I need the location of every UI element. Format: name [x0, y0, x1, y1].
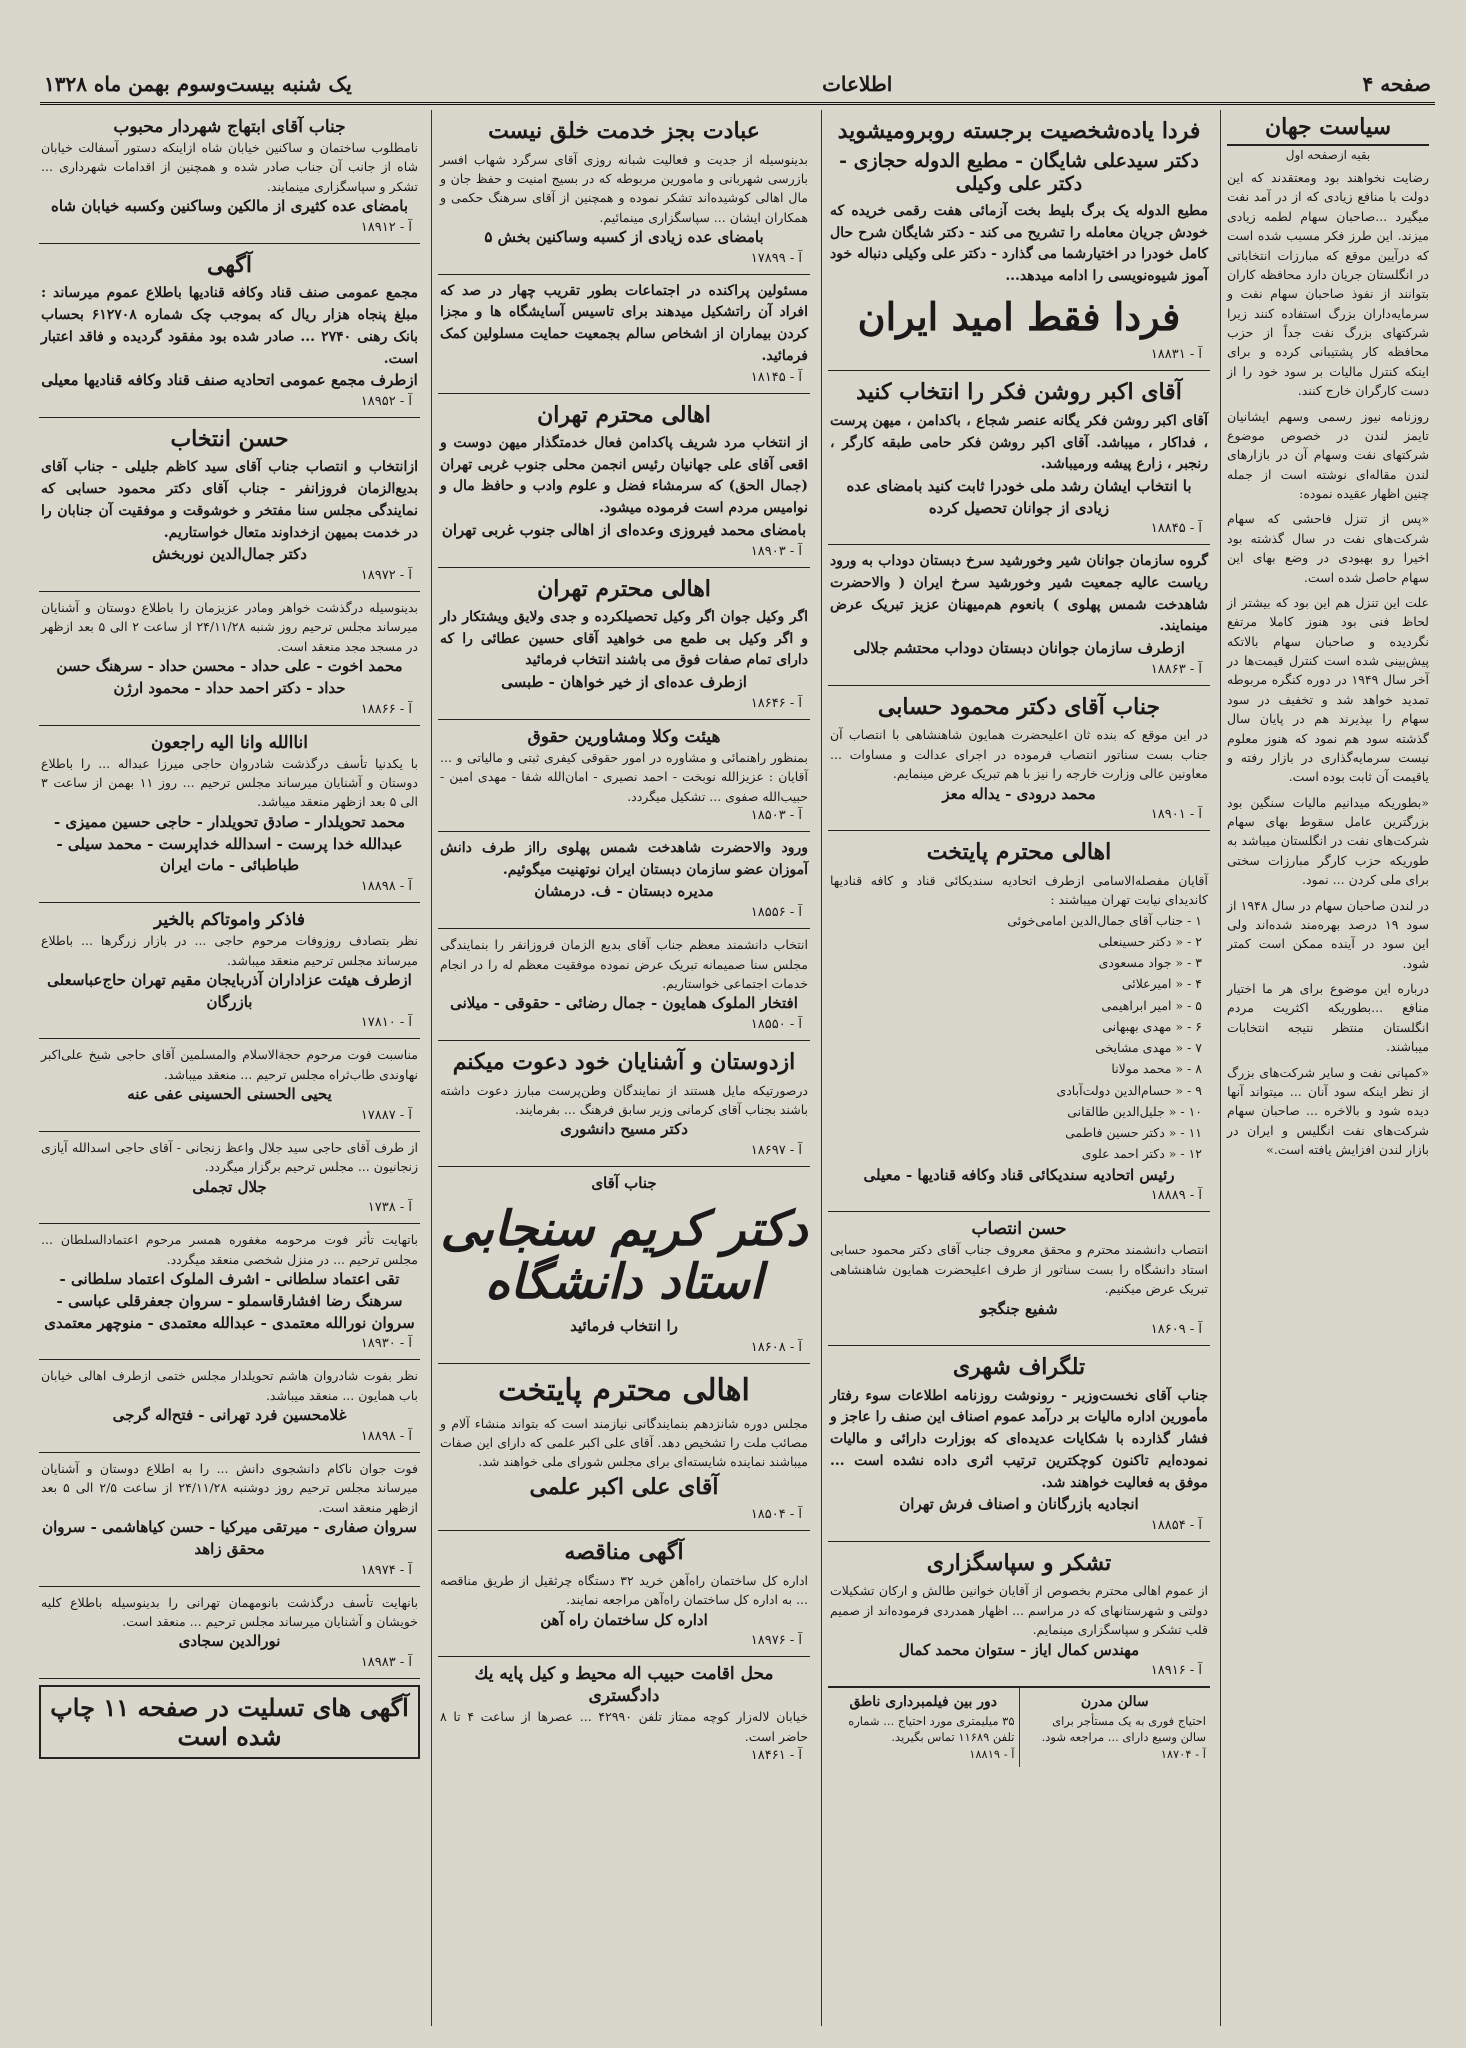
ad-slogan: فردا فقط امید ایران — [857, 293, 1181, 339]
ad-body: نظر بتصادف روزوفات مرحوم حاجی ... در بازار زرگرها ... باطلاع میرساند مجلس ترحیم منعقد میباشد. — [41, 933, 418, 968]
candidate-item: ۲ - « دکتر حسینعلی — [1098, 933, 1202, 949]
ad-headline: تلگراف شهری — [952, 1354, 1086, 1381]
masthead — [40, 62, 1435, 105]
ad-headline: آگهی — [206, 251, 253, 278]
small-ad-title: دور بین فیلمبرداری ناطق — [849, 1694, 998, 1711]
ad-names: دکتر سیدعلی شایگان - مطیع الدوله حجازی - دکتر علی وکیلی — [839, 149, 1199, 196]
ad-lawyers — [438, 720, 810, 832]
ad-body: اداره کل ساختمان راه‌آهن خرید ۳۲ دستگاه چرثقیل از طریق مناقصه ... به اداره کل ساختمان راه‌آهن مراجعه نمایند. — [440, 1572, 809, 1608]
ad-body: انتخاب دانشمند معظم جناب آقای بدیع الزمان فروزانفر را بنمایندگی مجلس سنا صمیمانه تبریک عرض نموده موفقیت معظم له را در انجام خدمات اجتماعی خواستاریم. — [440, 937, 808, 991]
ad-headline: اهالی محترم پایتخت — [926, 839, 1112, 866]
ad-code: آ - ۱۷۸۹۹ — [750, 250, 802, 266]
ad-code: آ - ۱۸۸۴۵ — [1150, 521, 1202, 537]
ad-forouzanfar — [438, 929, 810, 1041]
ad-candidates — [828, 831, 1210, 1212]
ad-sanjabi — [438, 1167, 810, 1364]
ad-service — [438, 110, 810, 275]
ad-code: آ - ۱۸۸۹۸ — [360, 879, 412, 895]
ad-body: جناب آقای نخست‌وزیر - رونوشت روزنامه اطلاعات سوء رفتار مأمورین اداره مالیات بر درآمد عموم اصناف این صنف را عاجز و فشار گذارده با شکایات عدیده‌ای که بوزارت دارائی و مالیات نموده‌ایم تاکنون کوچکترین ترتیب اثری داده نشده است ... موفق به فعالیت خواهند شد. — [830, 1387, 1208, 1491]
candidate-item: ۱۲ - « دکتر احمد علوی — [1081, 1146, 1202, 1162]
candidate-item: ۳ - « جواد مسعودی — [1098, 955, 1202, 971]
ad-notice — [39, 244, 420, 418]
ad-code: آ - ۱۸۵۵۰ — [750, 1017, 802, 1033]
ad-body: مناسبت فوت مرحوم حجةالاسلام والمسلمین آقای حاجی شیخ علی‌اکبر نهاوندی طاب‌ثراه مجلس ترحیم ... منعقد میباشد. — [41, 1047, 418, 1082]
article-paragraph: «بطوریکه میدانیم مالیات سنگین بود بزرگترین عامل سقوط بهای سهام شرکت‌های نفت در انگلستان میباشد به طوریکه حزب کارگر مبارزات سختی برای ملی کردن ... نمود. — [1227, 794, 1429, 888]
ad-headline: حسن انتخاب — [170, 425, 289, 452]
ad-headline: اهالی محترم پایتخت — [498, 1373, 750, 1409]
small-ad-code: آ - ۱۸۸۱۹ — [969, 1746, 1015, 1761]
article-paragraph: درباره این موضوع برای هر ما اختیار منافع ...بطوریکه اکثریت مردم انگلستان منتظر نتیجه انتخابات میباشند. — [1227, 981, 1429, 1055]
ad-body: بدینوسیله از جدیت و فعالیت شبانه روزی آقای سرگرد شهاب افسر بازرسی شهربانی و مامورین مربوطه که در بسیج امنیت و حفظ جان و مال اهالی کوشیده‌اند تشکر نموده و همچنین از آقای سرهنگ حکمی و همکاران ایشان ... سپاسگزاری مینمائیم. — [440, 151, 808, 225]
ad-signature: افتخار الملوک همایون - جمال رضائی - حقوقی - میلانی — [450, 994, 798, 1013]
ad-roshanfekr — [828, 371, 1210, 545]
ad-thanks — [828, 1542, 1210, 1687]
ad-code: آ - ۱۸۶۰۸ — [750, 1340, 802, 1356]
ad-body: بانهایت تأسف درگذشت بانومهمان تهرانی را بدینوسیله باطلاع کلیه خویشان و آشنایان میرساند مجلس ترحیم ... منعقد است. — [41, 1594, 418, 1629]
ad-signature: ازطرف سازمان جوانان دبستان دوداب محتشم جلالی — [853, 639, 1185, 658]
ad-code: آ - ۱۸۵۰۴ — [750, 1507, 802, 1523]
ad-headline: آگهی مناقصه — [564, 1539, 684, 1566]
ad-signature: یحیی الحسنی الحسینی عفی عنه — [127, 1085, 332, 1104]
candidate-item: ۱ - جناب آقای جمال‌الدین امامی‌خوئی — [1007, 912, 1202, 928]
ad-tehran-2 — [438, 568, 810, 720]
candidate-list — [830, 910, 1208, 1165]
ad-body: آقایان مفصله‌الاسامی ازطرف اتحادیه سندیکائی قناد و کافه قنادیها کاندیدای نیابت تهران میباشند : — [830, 872, 1208, 908]
ad-code: آ - ۱۸۹۳۰ — [360, 1336, 412, 1352]
ad-body: اگر وکیل جوان اگر وکیل تحصیلکرده و جدی ولایق ویشتکار دار و اگر وکیل بی طمع می خواهید آقای حسین عطائی را که دارای تمام صفات فوق می باشند انتخاب فرمائید — [440, 609, 808, 669]
ad-body: در این موقع که بنده ثان اعلیحضرت همایون شاهنشاهی با انتصاب آن جناب بست سناتور انتصاب فرموده در اجرای عدالت و مساوات ... معاونین عالی وزارت خارجه را نیز با هم تبریک عرض مینمایم. — [830, 727, 1208, 782]
ad-code: آ - ۱۸۶۰۹ — [1150, 1322, 1202, 1338]
candidate-item: ۴ - « امیرعلائی — [1121, 976, 1202, 992]
ad-body: بمنظور راهنمائی و مشاوره در امور حقوقی کیفری ثبتی و مالیاتی و ... آقایان : عزیزالله نوبخت - احمد نصیری - امان‌الله شفا - مهدی امین - حبیب‌الله صفوی ... تشکیل میگردد. — [440, 749, 808, 804]
ad-tender — [438, 1531, 810, 1657]
ad-signature: انجادیه بازرگانان و اصناف فرش تهران — [899, 1495, 1139, 1514]
ad-code: آ - ۱۸۹۷۶ — [750, 1633, 802, 1649]
ad-code: آ - ۱۸۹۸۳ — [360, 1655, 412, 1671]
ad-code: آ - ۱۸۹۰۳ — [750, 543, 802, 559]
ad-signature: محمد درودی - یداله معز — [942, 784, 1096, 803]
ad-signature: غلامحسین فرد تهرانی - فتح‌اله گرجی — [112, 1406, 347, 1425]
ad-body: فوت جوان ناکام دانشجوی دانش ... را به اطلاع دوستان و آشنایان میرساند مجلس ترحیم روز دوشنبه ۲۴/۱۱/۲۸ از ساعت ۲/۵ الی ۵ بعد ازظهر منعقد است. — [41, 1460, 418, 1515]
candidate-item: ۵ - « امیر ابراهیمی — [1101, 997, 1202, 1013]
obituary — [39, 726, 420, 903]
small-ad — [1019, 1688, 1211, 1766]
ad-headline: فردا یاده‌شخصیت برجسته روبرومیشوید — [837, 118, 1201, 144]
section-title: سیاست جهان — [1227, 110, 1429, 146]
ad-code: آ - ۱۸۸۵۴ — [1150, 1517, 1202, 1533]
ad-signature: دکتر مسیح دانشوری — [560, 1120, 688, 1139]
ad-signature: تقی اعتماد سلطانی - اشرف الملوک اعتماد سلطانی - سرهنگ رضا افشارقاسملو - سروان جعفرقلی عباسی - سروان نورالله معتمدی - عبدالله معتمدی - منوچهر معتمدی — [44, 1270, 415, 1332]
small-ad-body: ۳۵ میلیمتری مورد احتیاج ... شماره تلفن ۱۱۶۸۹ تماس بگیرید. — [848, 1713, 1015, 1745]
ad-code: آ - ۱۸۹۵۲ — [360, 393, 412, 409]
ad-farda — [828, 110, 1210, 371]
candidate-item: ۱۰ - « جلیل‌الدین طالقانی — [1067, 1103, 1202, 1119]
ad-headline: عبادت بجز خدمت خلق نیست — [488, 118, 760, 144]
ad-signature: بامضای عده کثیری از مالکین وساکنین وکسبه خیابان شاه — [50, 197, 409, 216]
ad-signature: ازطرف هیئت عزاداران آذربایجان مقیم تهران حاج‌عباسعلی بازرگان — [47, 970, 412, 1011]
ad-code: آ - ۱۸۱۴۵ — [750, 369, 802, 385]
condolence-banner: آگهی های تسلیت در صفحه ۱۱ چاپ شده است — [39, 1685, 420, 1759]
ad-signature: جلال تجملی — [192, 1177, 267, 1196]
ad-body: با یکدنیا تأسف درگذشت شادروان حاجی میرزا عبداله ... را باطلاع دوستان و آشنایان میرساند مجلس ترحیم ... روز ۱۱ بهمن از ساعت ۳ الی ۵ بعد ازظهر منعقد میباشد. — [41, 755, 418, 810]
candidate-item: ۹ - « حسام‌الدین دولت‌آبادی — [1056, 1082, 1202, 1098]
obituary — [39, 1360, 420, 1453]
ad-candidate-name: آقای علی اکبر علمی — [529, 1473, 719, 1500]
ad-tehran-1 — [438, 394, 810, 568]
article-paragraph: رضایت نخواهند بود ومعتقدند که این دولت با منافع زیادی که از در آمد نفت میگیرد ...صاحبان سهام لطمه زیادی میزند. این طرز فکر مسبب شده است که درآیین موقع که مبارزات انتخاباتی در انگلستان جریان دارد محافظه کاران بتوانند از نفوذ صاحبان سهام نفت و سرمایه‌داران بزرگ استفاده کنند زیرا شرکتهای بزرگ نفت جداً از حزب محافظه کار پشتیبانی کرده و برای اینکه کنترل مالیات بر سود خود را از دست کارگران خارج کنند. — [1227, 170, 1429, 399]
ad-signature: ازطرف مجمع عمومی اتحادیه صنف قناد وکافه قنادیها معیلی — [41, 371, 418, 390]
ad-code: آ - ۱۸۸۶۳ — [1150, 661, 1202, 677]
ad-code: آ - ۱۸۸۳۱ — [1150, 347, 1202, 363]
small-ad-code: آ - ۱۸۷۰۴ — [1160, 1746, 1206, 1761]
ad-code: آ - ۱۸۹۱۶ — [1150, 1663, 1202, 1679]
ad-body: نامطلوب ساختمان و ساکنین خیابان شاه ازاینکه دستور آسفالت خیابان شاه از جانب آن جناب صادر شده و همچنین از اقدامات شهرداری ... تشکر و سپاسگزاری مینمایند. — [41, 140, 418, 194]
ad-signature: ازطرف عده‌ای از خیر خواهان - طبسی — [501, 673, 747, 692]
bottom-small-ads — [828, 1687, 1210, 1766]
ad-signature: محمد اخوت - علی حداد - محسن حداد - سرهنگ حسن حداد - دکتر احمد حداد - محمود ارژن — [56, 657, 403, 697]
ad-body: بدینوسیله درگذشت خواهر ومادر عزیزمان را باطلاع دوستان و آشنایان میرساند مجلس ترحیم روز شنبه ۲۴/۱۱/۲۸ از ساعت ۲ الی ۵ بعد ازظهر در مسجد مجد منعقد است. — [41, 599, 418, 654]
page-number: صفحه ۴ — [1362, 72, 1431, 96]
obituary — [39, 592, 420, 726]
ad-body: نظر بفوت شادروان هاشم تحویلدار مجلس ختمی ازطرف اهالی خیابان باب همایون ... منعقد میباشد. — [41, 1368, 418, 1403]
column-3 — [431, 110, 816, 2026]
ad-headline: ازدوستان و آشنایان خود دعوت میکنم — [452, 1049, 796, 1076]
ad-princess — [438, 832, 810, 929]
ad-ebtehaj — [39, 110, 420, 244]
ad-headline: جناب آقای دکتر محمود حسابی — [877, 693, 1161, 720]
ad-body: از طرف آقای حاجی سید جلال واعظ زنجانی - آقای حاجی اسدالله آیازی زنجانیون ... مجلس ترحیم برگزار میگردد. — [41, 1139, 418, 1175]
ad-headline: دکتر کریم سنجابی استاد دانشگاه — [440, 1200, 808, 1310]
ad-code: آ - ۱۸۹۷۲ — [360, 567, 412, 583]
article-paragraph: علت این تنزل هم این بود که بیشتر از لحاظ فنی بود هنوز کاملا مرتفع نگردیده و صاحبان سهام بالاتکه پیش‌بینی شده است کنترل قیمت‌ها در آخر سال ۱۹۴۹ در دوره کنگره مربوطه تمدید خواهد شد و تخفیف در سود سهام را بپذیرند هم در پایان سال گذشته سود هم نمود که هنوز معلوم نیست سرمایه‌گذاری در بازار رفته و یاقیمت آن ثابت بوده است. — [1227, 594, 1429, 785]
ad-good-appointment — [828, 1212, 1210, 1346]
ad-body: مجمع عمومی صنف قناد وکافه قنادیها باطلاع عموم میرساند : مبلغ پنجاه هزار ریال که بموجب چک شماره ۶۱۲۷۰۸ بحساب بانک رهنی ۲۷۴۰ ... صادر شده بود مفقود گردیده و فاقد اعتبار است. — [41, 285, 419, 367]
obituary — [39, 1453, 420, 1587]
ad-code: آ - ۱۸۶۴۶ — [750, 695, 802, 711]
ad-tb-patients — [438, 275, 810, 394]
ad-body: خیابان لاله‌زار کوچه ممتاز تلفن ۴۲۹۹۰ ... عصرها از ساعت ۴ تا ۸ حاضر است. — [440, 1709, 808, 1744]
ad-code: آ - ۱۸۹۷۴ — [360, 1562, 412, 1578]
ad-code: آ - ۱۸۹۰۱ — [1150, 807, 1202, 823]
ad-code: آ - ۱۸۵۵۶ — [750, 905, 802, 921]
ad-pretitle: جناب آقای — [591, 1174, 657, 1193]
ad-code: آ - ۱۷۸۱۰ — [360, 1015, 412, 1031]
ad-signature: با انتخاب ایشان رشد ملی خودرا ثابت کنید بامضای عده زیادی از جوانان تحصیل کرده — [846, 476, 1192, 517]
ad-headline: محل اقامت حبیب اله محیط و کیل پایه یك دادگستری — [474, 1664, 774, 1707]
small-ad — [828, 1688, 1019, 1766]
ad-headline: جناب آقای ابتهاج شهردار محبوب — [113, 117, 346, 137]
obituary — [39, 1132, 420, 1225]
small-ad-body: احتیاج فوری به یک مستأجر برای سالن وسیع دارای ... مراجعه شود. — [1041, 1713, 1206, 1745]
ad-invitation — [438, 1041, 810, 1167]
article-paragraph: در لندن صاحبان سهام در سال ۱۹۴۸ از سود ۱۹ درصد بهره‌مند شده‌اند ولی این سود در آینده ممکن است کمتر شود. — [1227, 897, 1430, 971]
ad-body: باتهایت تأثر فوت مرحومه مغفوره همسر مرحوم اعتمادالسلطان ... مجلس ترحیم ... در منزل شخصی منعقد میگردد. — [41, 1232, 418, 1267]
ad-signature: شفیع جنگجو — [980, 1299, 1058, 1318]
ad-signature: محمد تحویلدار - صادق تحویلدار - حاجی حسین ممیزی - عبدالله خدا پرست - اسدالله خداپرست - محمد سیلی - طباطبائی - مات ایران — [53, 812, 406, 875]
ad-code: آ - ۱۷۸۸۷ — [360, 1107, 412, 1123]
article-paragraph: روزنامه نیوز رسمی وسهم ایشانیان تایمز لندن در خصوص موضوع شرکتهای نفت وسهام آن در بازارهای لندن مقاله‌ای نوشته است از جمله چنین اظهار عقیده نموده: — [1227, 408, 1429, 501]
ad-body: مطیع الدوله یک برگ بلیط بخت آزمائی هفت رقمی خریده که خودش جریان معامله را تشریح می کند - دکتر شایگان شرح حال کامل خودرا در اختیارشما می گذارد - دکتر علی وکیلی دنباله خود آموز شیوه‌نویسی را ادامه میدهد... — [830, 203, 1208, 285]
ad-body: از عموم اهالی محترم بخصوص از آقایان خوانین طالش و ارکان تشکیلات دولتی و شهرستانهای که در مراسم ... اظهار همدردی فرموده‌اند از صمیم قلب تشکر و سپاسگزاری مینمایم. — [830, 1583, 1208, 1638]
newspaper-name: اطلاعات — [822, 72, 893, 96]
ad-signature: رئیس اتحادیه سندیکائی قناد وکافه قنادیها - معیلی — [863, 1165, 1175, 1184]
ad-body: درصورتیکه مایل هستند از نمایندگان وطن‌پرست مبارز دعوت داشته باشند بجناب آقای کرمانی وزیر سابق فرهنگ ... بفرمایند. — [440, 1082, 808, 1117]
ad-body: ازانتخاب و انتصاب جناب آقای سید کاظم جلیلی - جناب آقای بدیع‌الزمان فروزانفر - جناب آقای دکتر محمود حسابی که نمایندگی مجلس سنا مفتخر و خوشوقت و موفقیت آن جنابان را در خدمت بمیهن ازخداوند متعال خواستاریم. — [41, 459, 418, 541]
candidate-item: ۱۱ - « دکتر حسین فاطمی — [1065, 1125, 1202, 1141]
candidate-item: ۸ - « محمد مولانا — [1111, 1061, 1202, 1077]
article-paragraph: «پس از تنزل فاحشی که سهام شرکت‌های نفت در سال گذشته بود اخیرا رو بهبودی در وضع بهای این سهام حاصل شده است. — [1227, 511, 1429, 585]
ad-signature: سروان صفاری - میرتقی میرکیا - حسن کیاهاشمی - سروان محقق زاهد — [42, 1518, 417, 1558]
ad-code: آ - ۱۷۳۸ — [367, 1200, 412, 1216]
ad-signature: مدیره دبستان - ف. درمشان — [534, 882, 714, 901]
ad-headline: هیئت وکلا ومشاورین حقوق — [527, 726, 721, 747]
column-world-politics — [1220, 110, 1435, 2026]
ad-headline: حسن انتصاب — [971, 1219, 1067, 1240]
ad-headline: اهالی محترم تهران — [537, 401, 711, 428]
ad-telegram — [828, 1346, 1210, 1542]
ad-body: مسئولین پراکنده در اجتماعات بطور تقریب چهار در صد که افراد آن راتشکیل میدهند برای تاسیس آسایشگاه ها و مجزا کردن بیماران از اشخاص سالم بجمعیت حمایت مسلولین کمک فرمائید. — [440, 282, 808, 364]
ad-good-choice — [39, 418, 420, 592]
ad-lawyer-office — [438, 1657, 810, 1771]
ad-headline: اناالله وانا الیه راجعون — [151, 732, 308, 753]
obituary — [39, 1224, 420, 1360]
ad-headline: آقای اکبر روشن فکر را انتخاب کنید — [856, 379, 1182, 406]
column-2 — [821, 110, 1216, 2026]
ad-code: آ - ۱۸۸۶۶ — [360, 701, 412, 717]
obituary — [39, 1039, 420, 1132]
ad-signature: بامضای عده زیادی از کسبه وساکنین بخش ۵ — [484, 228, 764, 246]
small-ad-title: سالن مدرن — [1080, 1694, 1149, 1711]
column-4 — [33, 110, 426, 2026]
ad-subtitle: را انتخاب فرمائید — [570, 1317, 678, 1336]
obituary — [39, 903, 420, 1039]
article-paragraph: «کمپانی نفت و سایر شرکت‌های بزرگ از نظر اینکه سود آنان ... میتواند آنها دیده شود و بالاخره ... صاحبان سهام شرکت‌های نفت انگلیس و ایران در بازار لندن افزایش یافته است.» — [1227, 1064, 1429, 1157]
ad-code: آ - ۱۸۶۹۷ — [750, 1143, 802, 1159]
ad-headline: تشکر و سپاسگزاری — [926, 1549, 1112, 1576]
obituary — [39, 1587, 420, 1680]
issue-date: یک شنبه بیست‌وسوم بهمن ماه ۱۳۲۸ — [44, 72, 352, 96]
section-subtitle: بقیه ازصفحه اول — [1285, 148, 1371, 162]
ad-code: آ - ۱۸۹۱۲ — [360, 219, 412, 235]
ad-headline: فاذکر واموتاکم بالخیر — [154, 910, 305, 931]
ad-capital — [438, 1364, 810, 1531]
ad-signature: مهندس کمال ایاز - ستوان محمد کمال — [898, 1640, 1140, 1659]
ad-body: ورود والاحضرت شاهدخت شمس پهلوی رااز طرف دانش آموزان عضو سازمان دبستان ایران نوتهنیت میگوئیم. — [440, 840, 808, 878]
ad-signature: دکتر جمال‌الدین نوربخش — [152, 545, 307, 564]
ad-signature: اداره کل ساختمان راه آهن — [540, 1610, 708, 1629]
ad-body: انتصاب دانشمند محترم و محقق معروف جناب آقای دکتر محمود حسابی استاد دانشگاه را بست سناتور از طرف اعلیحضرت همایون شاهنشاهی تبریک عرض میکنیم. — [830, 1242, 1208, 1297]
ad-signature: نورالدین سجادی — [178, 1632, 281, 1651]
ad-code: آ - ۱۸۸۹۸ — [360, 1428, 412, 1444]
ad-headline: اهالی محترم تهران — [537, 575, 711, 602]
ad-code: آ - ۱۸۸۸۹ — [1150, 1188, 1202, 1204]
candidate-item: ۶ - « مهدی بهبهانی — [1102, 1018, 1202, 1034]
ad-body: از انتخاب مرد شریف پاکدامن فعال خدمتگذار میهن دوست و اقعی آقای علی جهانیان رئیس انجمن محلی جنوب غربی تهران (جمال الحق) که سرمشاء فضل و علوم وادب و حافظ مال و نوامیس مردم است فرموده میشود. — [440, 435, 808, 517]
ad-signature: بامضای محمد فیروزی وعده‌ای از اهالی جنوب غربی تهران — [441, 520, 807, 539]
ad-code: آ - ۱۸۴۶۱ — [750, 1748, 802, 1764]
ad-hesabi — [828, 686, 1210, 831]
candidate-item: ۷ - « مهدی مشایخی — [1095, 1040, 1202, 1056]
ad-redlion — [828, 545, 1210, 686]
ad-body: مجلس دوره شانزدهم بنمایندگانی نیازمند است که بتواند منشاء آلام و مصائب ملت را تشخیص دهد. آقای علی اکبر علمی که دارای این صفات میباشند نماینده شایسته‌ای برای مجلس شورای ملی خواهند شد. — [440, 1415, 808, 1470]
ad-body: گروه سازمان جوانان شیر وخورشید سرخ دبستان دوداب به ورود ریاست عالیه جمعیت شیر وخورشید سرخ ایران ( والاحضرت شاهدخت شمس پهلوی ) بانعوم هم‌میهنان عزیز تبریک عرض مینمایند. — [830, 553, 1208, 635]
ad-code: آ - ۱۸۵۰۳ — [750, 808, 802, 824]
ad-body: آقای اکبر روشن فکر یگانه عنصر شجاع ، باکدامن ، میهن پرست ، فداکار ، میباشد. آقای اکبر روشن فکر حامی طبقه کارگر ، رنجبر ، زارع پیشه ورمیباشد. — [830, 412, 1208, 473]
